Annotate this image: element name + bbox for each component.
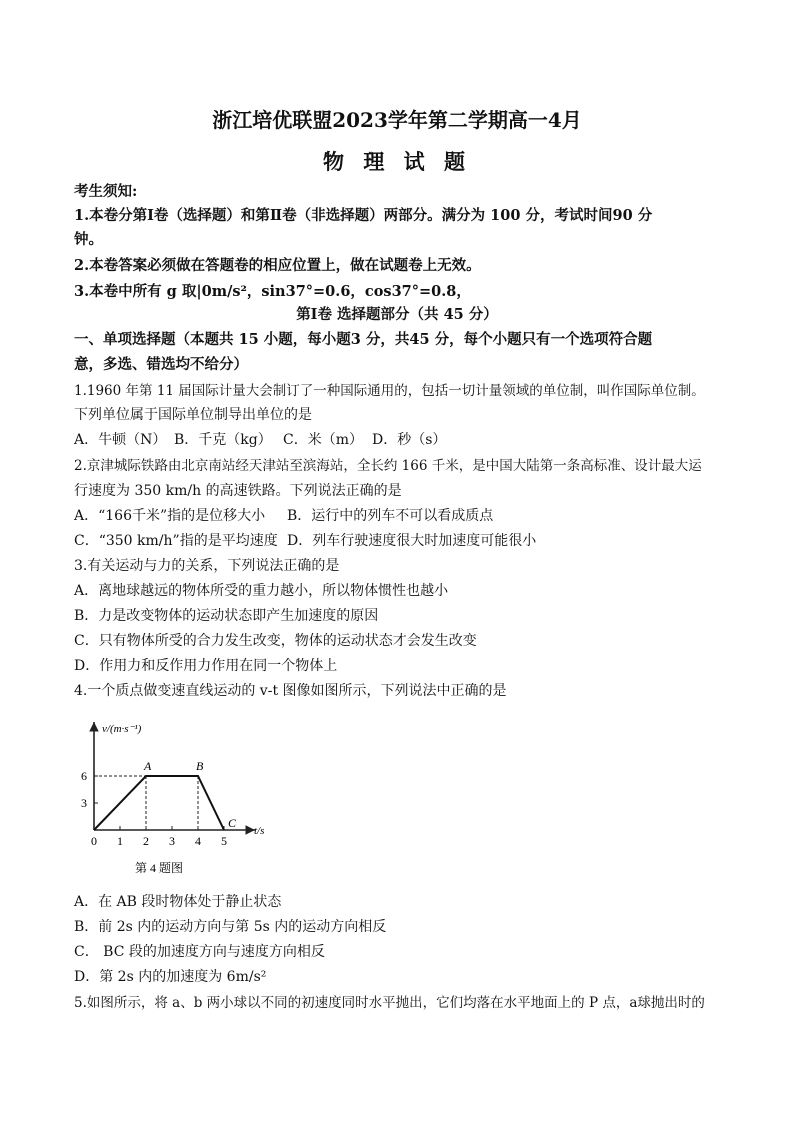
- point-label-b: B: [196, 759, 204, 773]
- x-tick-label: 2: [143, 834, 149, 848]
- section-instructions-cont: 意，多选、错选均不给分）: [74, 356, 248, 373]
- q4-option-a: A．在 AB 段时物体处于静止状态: [74, 894, 282, 910]
- q1-option-b: B．千克（kg）: [174, 432, 272, 448]
- exam-title: 浙江培优联盟2023学年第二学期高一4月: [212, 108, 582, 132]
- question-1-stem: 1.1960 年第 11 届国际计量大会制订了一种国际通用的，包括一切计量领域的单位制，叫作国际单位制。: [74, 383, 705, 399]
- x-tick-label: 0: [91, 834, 97, 848]
- x-tick-label: 1: [117, 834, 123, 848]
- figure-caption: 第 4 题图: [135, 861, 184, 875]
- notice-item: 钟。: [74, 231, 103, 248]
- q3-option-c: C．只有物体所受的合力发生改变，物体的运动状态才会发生改变: [74, 633, 477, 649]
- x-axis-label: t/s: [254, 825, 265, 837]
- q1-option-a: A．牛顿（N）: [74, 432, 167, 448]
- question-5-stem: 5.如图所示，将 a、b 两小球以不同的初速度同时水平抛出，它们均落在水平地面上的 P 点，a球抛出时的: [74, 995, 705, 1011]
- q3-option-b: B．力是改变物体的运动状态即产生加速度的原因: [74, 608, 379, 624]
- question-3-stem: 3.有关运动与力的关系，下列说法正确的是: [74, 558, 340, 574]
- vt-series-line: [94, 776, 224, 830]
- question-1-stem-cont: 下列单位属于国际单位制导出单位的是: [74, 407, 312, 423]
- vt-graph: [80, 712, 280, 882]
- q3-option-d: D．作用力和反作用力作用在同一个物体上: [74, 658, 338, 674]
- q1-option-c: C．米（m）: [283, 432, 363, 448]
- y-axis-label: v/(m·s⁻¹): [102, 723, 142, 735]
- x-tick-label: 4: [195, 834, 201, 848]
- notice-heading: 考生须知:: [74, 183, 138, 200]
- notice-item: 2.本卷答案必须做在答题卷的相应位置上，做在试题卷上无效。: [74, 257, 481, 274]
- y-tick-label: 6: [81, 769, 87, 783]
- notice-item: 3.本卷中所有 g 取|0m/s²，sin37°=0.6，cos37°=0.8，: [74, 283, 471, 300]
- vt-graph-figure: [80, 712, 280, 882]
- notice-item: 1.本卷分第Ⅰ卷（选择题）和第Ⅱ卷（非选择题）两部分。满分为 100 分，考试时间90 分: [74, 207, 653, 224]
- q2-option-b: B．运行中的列车不可以看成质点: [287, 508, 494, 524]
- q2-option-d: D．列车行驶速度很大时加速度可能很小: [287, 533, 537, 549]
- exam-subtitle: 物 理 试 题: [323, 149, 471, 174]
- q3-option-a: A．离地球越远的物体所受的重力越小，所以物体惯性也越小: [74, 583, 449, 599]
- q1-option-d: D．秒（s）: [372, 432, 447, 448]
- question-4-stem: 4.一个质点做变速直线运动的 v-t 图像如图所示，下列说法中正确的是: [74, 683, 507, 699]
- point-label-c: C: [228, 816, 237, 830]
- y-tick-label: 3: [81, 796, 87, 810]
- q4-option-d: D．第 2s 内的加速度为 6m/s²: [74, 969, 267, 985]
- q2-option-a: A．“166千米”指的是位移大小: [74, 508, 266, 524]
- section-heading: 第Ⅰ卷 选择题部分（共 45 分）: [296, 306, 498, 323]
- q4-option-b: B．前 2s 内的运动方向与第 5s 内的运动方向相反: [74, 919, 387, 935]
- q4-option-c: C． BC 段的加速度方向与速度方向相反: [74, 944, 325, 960]
- question-2-stem: 2.京津城际铁路由北京南站经天津站至滨海站，全长约 166 千米，是中国大陆第一条高标准、设计最大运: [74, 458, 702, 474]
- x-tick-label: 3: [169, 834, 175, 848]
- q2-option-c: C．“350 km/h”指的是平均速度: [74, 533, 278, 549]
- point-label-a: A: [144, 759, 152, 773]
- section-instructions: 一、单项选择题（本题共 15 小题，每小题3 分，共45 分，每个小题只有一个选项符合题: [74, 331, 653, 348]
- question-2-stem-cont: 行速度为 350 km/h 的高速铁路。下列说法正确的是: [74, 483, 402, 499]
- x-tick-label: 5: [221, 834, 227, 848]
